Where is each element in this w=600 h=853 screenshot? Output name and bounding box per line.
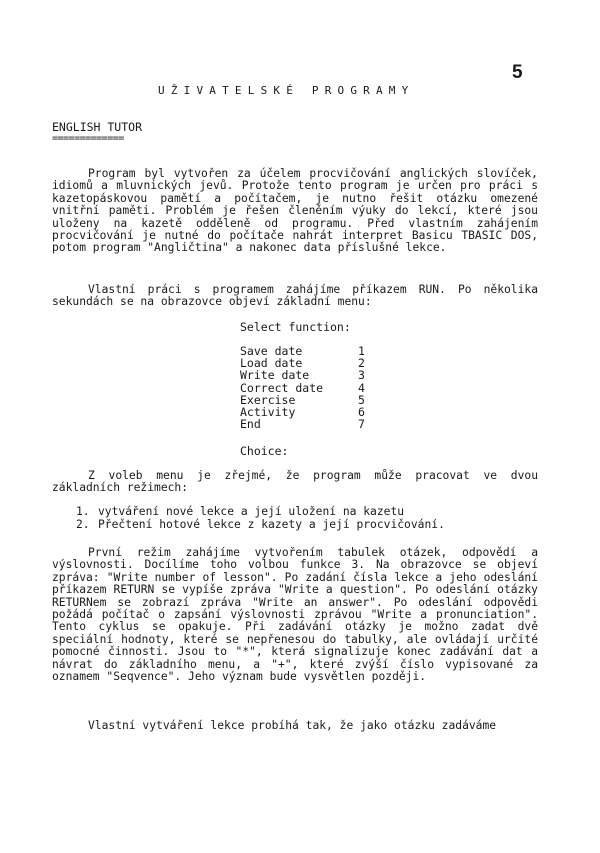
section-underline: ============= (52, 133, 124, 144)
section-title: ENGLISH TUTOR (52, 120, 143, 134)
paragraph-text: Program byl vytvořen za účelem procvičování anglických slovíček, idiomů a mluvnických jevů. Protože tento program je určen pro práci s kazetopáskovou pamětí a počítačem, je nutno řešit otázku omezené vnitřní paměti. Problém je řešen členěním výuky do lekcí, které jsou uloženy na kazetě odděleně od programu. Před vlastním zahájením procvičování je nutné do počítače nahrát interpret Basicu TBASIC DOS, potom program "Angličtina" a nakonec data příslušné lekce. (52, 167, 538, 255)
menu-item-label: Correct date (240, 380, 324, 395)
menu-item-number: 2 (358, 356, 365, 371)
menu-title: Select function: (240, 320, 351, 334)
menu-item (240, 393, 365, 405)
menu-item (240, 344, 365, 356)
menu-item-number: 6 (358, 404, 365, 419)
menu-item (240, 405, 365, 417)
list-item (76, 505, 445, 518)
menu-item-label: Write date (240, 368, 310, 383)
menu-list (240, 344, 365, 432)
paragraph-text: Vlastní vytváření lekce probíhá tak, že jako otázku zadáváme (88, 719, 497, 732)
menu-item-label: End (240, 417, 261, 432)
menu-item-label: Load date (240, 356, 303, 371)
menu-item-number: 4 (358, 380, 365, 395)
paragraph-lesson (52, 720, 538, 732)
paragraph-text: Z voleb menu je zřejmé, že program může pracovat ve dvou základních režimech: (52, 469, 538, 495)
page-number: 5 (512, 62, 523, 83)
list-item-text: Přečtení hotové lekce z kazety a její procvičování. (98, 518, 445, 531)
menu-item-number: 3 (358, 368, 365, 383)
menu-item (240, 381, 365, 393)
paragraph-text: Vlastní práci s programem zahájíme příkazem RUN. Po několika sekundách se na obrazovce objeví základní menu: (52, 283, 538, 309)
modes-list (76, 505, 445, 531)
paragraph-text: První režim zahájíme vytvořením tabulek otázek, odpovědí a výslovnosti. Docílíme toho volbou funkce 3. Na obrazovce se objeví zpráva: "Write number of lesson". Po zadání čísla lekce a jeho odeslání příkazem RETURN se vypíše zpráva "Write a question". Po odeslání otázky RETURNem se zobrazí zpráva "Write an answer". Po odeslání odpovědi požádá počítač o zapsání výslovnosti zprávou "Write a pronunciation". Tento cyklus se opakuje. Při zadávání otázky je možno zadat dvě speciální hodnoty, které se nepřenesou do tabulky, ale ovládají určité pomocné činnosti. Jsou to "*", která signalizuje konec zadávání dat a návrat do základního menu, a "+", které zvýší číslo vypisované za oznamem "Seqvence". Jeho význam bude vysvětlen později. (52, 546, 538, 684)
menu-item-number: 1 (358, 344, 365, 358)
menu-item-number: 7 (358, 417, 365, 432)
menu-item-label: Save date (240, 344, 303, 358)
menu-choice-prompt: Choice: (240, 444, 289, 458)
paragraph-run (52, 284, 538, 309)
paragraph-modes (52, 470, 538, 495)
menu-item-label: Activity (240, 404, 296, 419)
paragraph-first-mode (52, 547, 538, 683)
menu-item-number: 5 (358, 392, 365, 407)
menu-item (240, 356, 365, 371)
menu-item (240, 417, 365, 432)
menu-item (240, 368, 365, 383)
list-item-text: vytváření nové lekce a její uložení na kazetu (98, 505, 405, 518)
list-item (76, 518, 445, 531)
menu-item-label: Exercise (240, 392, 296, 407)
list-item-number: 2. (76, 518, 90, 531)
list-item-number: 1. (76, 505, 90, 518)
paragraph-intro (52, 168, 538, 255)
page-header: UŽIVATELSKÉ PROGRAMY (158, 84, 415, 97)
